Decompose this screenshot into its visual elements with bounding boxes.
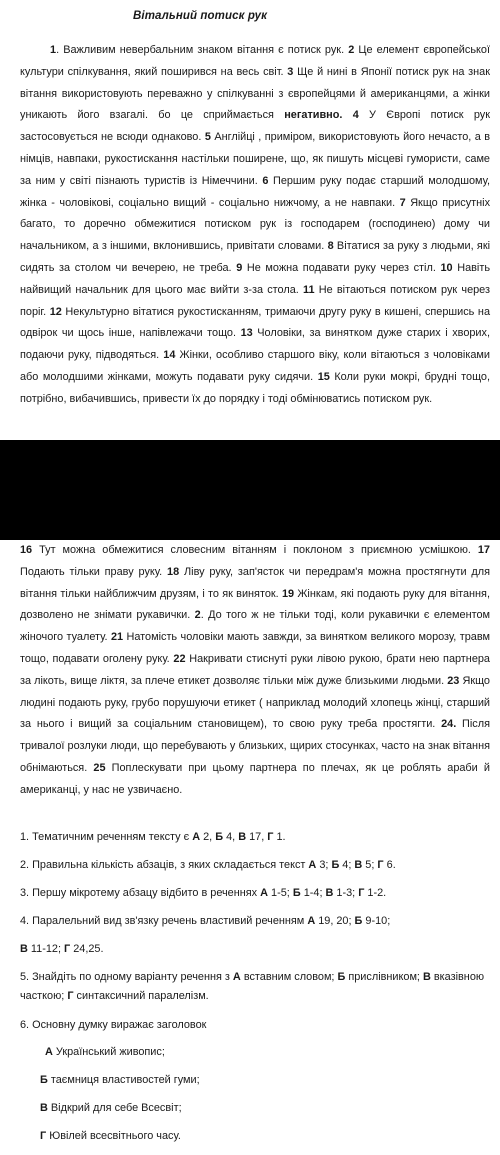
- bold-marker: В: [238, 831, 247, 843]
- bold-marker: 25: [93, 761, 106, 774]
- bold-marker: 22: [173, 652, 186, 665]
- option-c: В Відкрий для себе Всесвіт;: [40, 1102, 182, 1114]
- page-title: Вітальний потиск рук: [133, 10, 268, 22]
- bold-marker: А: [307, 915, 316, 927]
- bold-marker: 12: [49, 305, 62, 318]
- bold-marker: 4: [352, 109, 359, 122]
- bold-marker: Г: [40, 1130, 47, 1142]
- bold-marker: В: [325, 887, 334, 899]
- bold-marker: 9: [236, 261, 243, 274]
- question-6: 6. Основну думку виражає заголовок: [20, 1019, 207, 1031]
- text-part-1: [0, 0, 500, 440]
- option-d: Г Ювілей всесвітнього часу.: [40, 1130, 181, 1142]
- paragraph-1: 1. Важливим невербальним знаком вітання є потиск рук. 2 Це елемент європейської культури спілкування, який поширився на весь світ. 3 Ще й нині в Японії потиск рук на знак вітання використовують переважно у спілкуванні з європейцями й американцями, а жінки уникають його взагалі. бо це сприймається негативно. 4 У Європі потиск рук застосовується не всюди однаково. 5 Англійці , приміром, використовують його нечасто, а в німців, навпаки, рукостискання настільки поширене, що, як пишуть місцеві гумористи, саме за ним у світі пізнають туристів із Німеччини. 6 Першим руку подає старший молодшому, жінка - чоловікові, соціально вищий - соціально нижчому, а не навпаки. 7 Якщо присутніх багато, то доречно обмежитися потиском рук із господарем (господинею) дому чи начальником, а з іншими, вклонившись, привітати словами. 8 Вітатися за руку з людьми, які сидять за столом чи вечерею, не треба. 9 Не можна подавати руку через стіл. 10 Навіть найвищий начальник для цього має вийти з-за стола. 11 Не вітаються потиском рук через поріг. 12 Некультурно вітатися рукостисканням, тримаючи другу руку в кишені, спершись на одвірок чи щось інше, напівлежачи тощо. 13 Чоловіки, за винятком дуже старих і хворих, подаючи руку, підводяться. 14 Жінки, особливо старшого віку, коли вітаються з чоловіками або молодшими жінками, можуть подавати руку сидячи. 15 Коли руки мокрі, брудні тощо, потрібно, вибачившись, привести їх до порядку і тоді обмінюватись потиском рук.: [20, 44, 491, 405]
- bold-marker: Б: [337, 971, 346, 983]
- bold-marker: В: [354, 859, 363, 871]
- bold-marker: В: [20, 943, 28, 955]
- bold-marker: А: [260, 887, 269, 899]
- black-divider-band: [0, 440, 500, 540]
- bold-marker: 3: [287, 65, 294, 78]
- bold-marker: 18: [167, 565, 180, 578]
- bold-marker: А: [45, 1046, 53, 1058]
- question-5: 5. Знайдіть по одному варіанту речення з А вставним словом; Б прислівником; В вказівною часткою; Г синтаксичний паралелізм.: [20, 971, 485, 1002]
- bold-marker: А: [232, 971, 241, 983]
- bold-marker: В: [40, 1102, 48, 1114]
- bold-marker: 6: [262, 174, 269, 187]
- question-2: 2. Правильна кількість абзаців, з яких складається текст А 3; Б 4; В 5; Г 6.: [20, 859, 396, 871]
- bold-marker: 8: [327, 240, 334, 253]
- option-a: А Український живопис;: [45, 1046, 165, 1058]
- bold-marker: Б: [331, 859, 340, 871]
- bold-marker: 1: [50, 44, 57, 56]
- bold-marker: А: [308, 859, 317, 871]
- bold-marker: 21: [110, 631, 124, 644]
- bold-marker: 2: [348, 44, 355, 56]
- bold-marker: Г: [64, 943, 71, 955]
- question-3: 3. Першу мікротему абзацу відбито в реченнях А 1-5; Б 1-4; В 1-3; Г 1-2.: [20, 887, 387, 899]
- bold-marker: Б: [40, 1074, 48, 1086]
- bold-marker: 19: [281, 587, 295, 600]
- question-4-continued: В 11-12; Г 24,25.: [20, 943, 104, 955]
- bold-marker: Г: [377, 859, 384, 871]
- bold-marker: 5: [204, 131, 211, 144]
- bold-marker: 2: [194, 609, 201, 622]
- text-part-2: [0, 540, 500, 1155]
- bold-marker: 14: [163, 349, 176, 362]
- bold-marker: 7: [399, 196, 406, 209]
- bold-marker: Б: [292, 887, 301, 899]
- bold-marker: Б: [354, 915, 363, 927]
- bold-marker: Г: [67, 990, 74, 1002]
- bold-marker: Б: [215, 831, 224, 843]
- bold-marker: А: [192, 831, 201, 843]
- bold-marker: В: [422, 971, 431, 983]
- bold-marker: 17: [477, 544, 490, 556]
- bold-marker: 23: [447, 674, 460, 687]
- bold-marker: 11: [303, 283, 315, 296]
- question-4: 4. Паралельний вид зв'язку речень властивий реченням А 19, 20; Б 9-10;: [20, 915, 391, 927]
- question-1: 1. Тематичним реченням тексту є А 2, Б 4, В 17, Г 1.: [20, 831, 286, 843]
- paragraph-2: 16 Тут можна обмежитися словесним вітанням і поклоном з приємною усмішкою. 17 Подають тільки праву руку. 18 Ліву руку, зап'ясток чи передрам'я можна простягнути для вітання тільки найближчим друзям, і то як виняток. 19 Жінкам, які подають руку для вітання, дозволено не знімати рукавички. 2. До того ж не тільки тоді, коли рукавички є елементом жіночого туалету. 21 Натомість чоловіки мають завжди, за винятком великого морозу, травм тощо, подавати оголену руку. 22 Накривати стиснуті руки лівою рукою, брати нею партнера за лікоть, вище ліктя, за плече етикет дозволяє тільки між дуже близькими людьми. 23 Якщо людині подають руку, грубо порушуючи етикет ( наприклад молодий хлопець жінці, старший за нього і вищий за соціальним становищем), то свою руку треба простягти. 24. Після тривалої розлуки люди, що перебувають у близьких, щирих стосунках, часто на знак вітання обнімаються. 25 Поплескувати при цьому партнера по плечах, як це роблять араби й американці, у нас не узвичаєно.: [20, 544, 491, 796]
- bold-marker: 10: [440, 261, 453, 274]
- bold-marker: 15: [317, 370, 330, 383]
- bold-marker: Г: [358, 887, 365, 899]
- bold-marker: Г: [267, 831, 274, 843]
- bold-marker: негативно.: [284, 109, 343, 122]
- option-b: Б таємниця властивостей гуми;: [40, 1074, 200, 1086]
- bold-marker: 13: [240, 327, 253, 340]
- bold-marker: 16: [20, 544, 33, 556]
- bold-marker: 24.: [441, 718, 457, 731]
